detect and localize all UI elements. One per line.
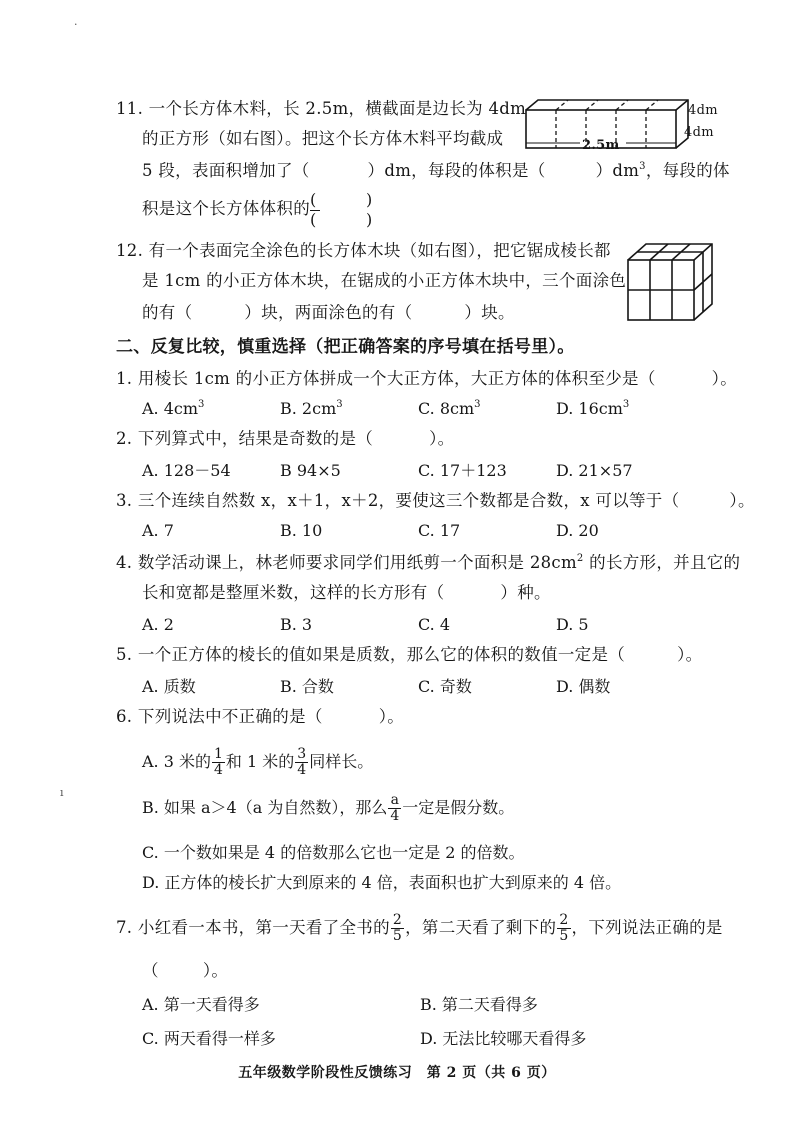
q11-line1: 11. 一个长方体木料，长 2.5m，横截面是边长为 4dm (116, 99, 527, 118)
q4-option-b[interactable]: B. 3 (280, 615, 313, 634)
q12-text: 的有（ (142, 303, 193, 322)
q4-sup: 2 (576, 553, 584, 564)
q1-text: 1. 用棱长 1cm 的小正方体拼成一个大正方体，大正方体的体积至少是（ (116, 369, 656, 388)
q11-close-paren-bottom: ) (366, 210, 373, 229)
q1-option-d-text: D. 16cm (556, 399, 623, 418)
q11-open-paren-bottom: ( (310, 210, 317, 229)
q6-a-fraction-2 (295, 747, 308, 778)
q6-b-text: 一定是假分数。 (402, 798, 515, 817)
q7-option-b[interactable]: B. 第二天看得多 (420, 995, 538, 1014)
q2-option-a[interactable]: A. 128－54 (142, 461, 231, 480)
q5-option-a[interactable]: A. 质数 (142, 677, 196, 696)
q6-text: ）。 (378, 707, 405, 726)
q7-text: ，下列说法正确的是 (571, 918, 723, 937)
q6-stem (116, 706, 404, 728)
q1-option-b-text: B. 2cm (280, 399, 337, 418)
q4-line1 (116, 552, 740, 574)
q11-text: 积是这个长方体体积的 (142, 199, 310, 218)
q11-line3 (142, 160, 730, 182)
q2-option-d[interactable]: D. 21×57 (556, 461, 633, 480)
frac-numerator: 1 (214, 746, 223, 762)
q1-option-d[interactable] (556, 398, 629, 420)
frac-numerator: 2 (559, 912, 569, 928)
q7-fraction-1 (391, 913, 404, 944)
q11-open-paren: ( (310, 190, 317, 209)
page-footer: 五年级数学阶段性反馈练习 第 2 页（共 6 页） (238, 1065, 556, 1081)
q6-b-fraction (388, 793, 401, 824)
q11-text: ，每段的体 (645, 161, 730, 180)
q3-text: ）。 (729, 491, 755, 510)
scan-mark: · (74, 18, 78, 31)
q4-text: 长和宽都是整厘米数，这样的长方形有（ (142, 583, 445, 602)
q2-text: ）。 (429, 429, 455, 448)
q12-line1: 12. 有一个表面完全涂色的长方体木块（如右图），把它锯成棱长都 (116, 241, 611, 260)
q12-text: ）块。 (464, 303, 515, 322)
q11-line4 (142, 198, 310, 220)
q11-fraction-blank[interactable] (310, 190, 374, 234)
q6-b-text: B. 如果 a＞4（a 为自然数），那么 (142, 798, 388, 817)
q3-option-a[interactable]: A. 7 (142, 521, 174, 540)
q3-option-c[interactable]: C. 17 (418, 521, 461, 540)
q12-line3 (142, 302, 515, 324)
q11-text: 5 段，表面积增加了（ (142, 161, 310, 180)
q1-sup: 3 (336, 399, 343, 410)
q7-line2 (142, 960, 228, 982)
frac-denominator: 5 (392, 928, 403, 944)
q4-text: 的长方形，并且它的 (583, 553, 741, 572)
frac-numerator: 2 (392, 912, 403, 928)
part2-heading: 二、反复比较，慎重选择（把正确答案的序号填在括号里）。 (116, 337, 575, 357)
q11-close-paren-top: ) (366, 190, 373, 209)
frac-denominator: 4 (214, 762, 223, 778)
q1-sup: 3 (198, 399, 205, 410)
q7-text: ）。 (202, 961, 229, 980)
q6-a-text: A. 3 米的 (142, 752, 211, 771)
q6-a-fraction-1 (212, 747, 225, 778)
q5-option-d[interactable]: D. 偶数 (556, 677, 611, 696)
q12-text: ）块，两面涂色的有（ (244, 303, 413, 322)
q4-text: ）种。 (500, 583, 551, 602)
q6-a-text: 同样长。 (309, 752, 374, 771)
q6-a-text: 和 1 米的 (225, 752, 295, 771)
q6-option-c[interactable]: C. 一个数如果是 4 的倍数那么它也一定是 2 的倍数。 (142, 843, 525, 862)
frac-denominator: 4 (297, 762, 307, 778)
q3-text: 3. 三个连续自然数 x，x＋1，x＋2，要使这三个数都是合数，x 可以等于（ (116, 491, 680, 510)
frac-numerator: a (388, 793, 401, 809)
q12-line2: 是 1cm 的小正方体木块，在锯成的小正方体木块中，三个面涂色 (142, 271, 627, 290)
q2-stem (116, 428, 454, 450)
q1-option-a[interactable] (142, 398, 204, 420)
q11-width-label: 4dm (688, 103, 718, 118)
q4-option-d[interactable]: D. 5 (556, 615, 589, 634)
q3-option-d[interactable]: D. 20 (556, 521, 599, 540)
q6-option-d[interactable]: D. 正方体的棱长扩大到原来的 4 倍，表面积也扩大到原来的 4 倍。 (142, 873, 622, 892)
q11-text: ）dm (595, 161, 640, 180)
q1-option-c-text: C. 8cm (418, 399, 475, 418)
q4-line2 (142, 582, 551, 604)
q5-stem (116, 644, 702, 666)
q11-text: ）dm，每段的体积是（ (367, 161, 546, 180)
q11-height-label: 4dm (684, 125, 714, 140)
frac-numerator: 3 (297, 746, 307, 762)
q7-option-a[interactable]: A. 第一天看得多 (142, 995, 260, 1014)
q7-line1 (116, 906, 723, 950)
q7-option-d[interactable]: D. 无法比较哪天看得多 (420, 1029, 587, 1048)
q1-stem (116, 368, 737, 390)
q1-option-b[interactable] (280, 398, 343, 420)
q7-text: 7. 小红看一本书，第一天看了全书的 (116, 918, 390, 937)
q5-text: ）。 (677, 645, 703, 664)
q2-text: 2. 下列算式中，结果是奇数的是（ (116, 429, 374, 448)
q7-text: ，第二天看了剩下的 (405, 918, 557, 937)
q11-line2: 的正方形（如右图）。把这个长方体木料平均截成 (142, 129, 504, 148)
scan-mark: ı (60, 786, 64, 799)
q11-length-label: 2.5m (582, 138, 620, 153)
q2-option-c[interactable]: C. 17＋123 (418, 461, 507, 480)
q1-option-a-text: A. 4cm (142, 399, 199, 418)
q5-option-c[interactable]: C. 奇数 (418, 677, 472, 696)
q5-text: 5. 一个正方体的棱长的值如果是质数，那么它的体积的数值一定是（ (116, 645, 626, 664)
frac-denominator: 5 (559, 928, 569, 944)
q7-fraction-2 (557, 913, 570, 944)
q1-text: ）。 (711, 369, 738, 388)
q11-sup: 3 (639, 161, 646, 172)
q6-text: 6. 下列说法中不正确的是（ (116, 707, 323, 726)
q6-option-a[interactable] (142, 740, 373, 784)
q12-block-figure (622, 240, 722, 326)
q4-option-c[interactable]: C. 4 (418, 615, 451, 634)
q1-option-c[interactable] (418, 398, 481, 420)
q5-option-b[interactable]: B. 合数 (280, 677, 334, 696)
q7-option-c[interactable]: C. 两天看得一样多 (142, 1029, 276, 1048)
q6-option-b[interactable] (142, 786, 514, 830)
q3-stem (116, 490, 755, 512)
frac-denominator: 4 (390, 808, 400, 824)
q1-sup: 3 (474, 399, 481, 410)
q2-option-b[interactable]: B 94×5 (280, 461, 341, 480)
q7-text: （ (142, 961, 159, 980)
q4-option-a[interactable]: A. 2 (142, 615, 174, 634)
q3-option-b[interactable]: B. 10 (280, 521, 323, 540)
q1-sup: 3 (622, 399, 630, 410)
q4-text: 4. 数学活动课上，林老师要求同学们用纸剪一个面积是 28cm (116, 553, 577, 572)
